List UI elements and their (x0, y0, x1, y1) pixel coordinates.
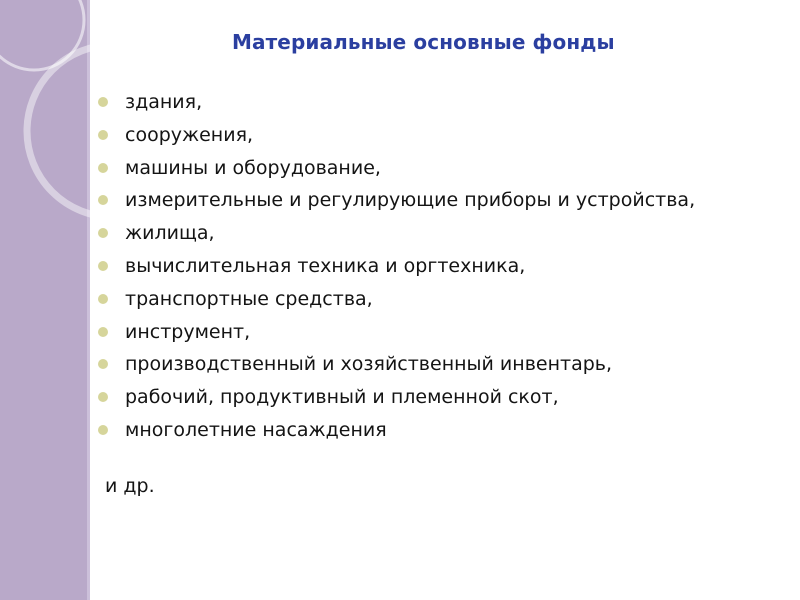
list-item (96, 156, 695, 189)
list-item (96, 320, 695, 353)
list-item-text: машины и оборудование, (125, 156, 381, 179)
list-item (96, 418, 695, 451)
bullet-dot-icon (98, 130, 108, 140)
list-item-text: многолетние насаждения (125, 418, 387, 441)
bullet-dot-icon (98, 163, 108, 173)
bullet-dot-icon (98, 392, 108, 402)
list-item-text: инструмент, (125, 320, 251, 343)
bullet-dot-icon (98, 327, 108, 337)
bullet-dot-icon (98, 228, 108, 238)
bullet-dot-icon (98, 359, 108, 369)
list-item (96, 254, 695, 287)
list-item-text: измерительные и регулирующие приборы и устройства, (125, 189, 696, 212)
footer-note: и др. (105, 475, 155, 497)
list-item (96, 352, 695, 385)
list-item (96, 221, 695, 254)
list-item (96, 385, 695, 418)
bullet-dot-icon (98, 195, 108, 205)
slide-title: Материальные основные фонды (232, 30, 615, 54)
bullet-dot-icon (98, 294, 108, 304)
bullet-dot-icon (98, 261, 108, 271)
list-item-text: рабочий, продуктивный и племенной скот, (125, 386, 559, 409)
list-item (96, 287, 695, 320)
bullet-dot-icon (98, 425, 108, 435)
bullet-dot-icon (98, 97, 108, 107)
list-item-text: сооружения, (125, 123, 254, 146)
bullet-list (96, 90, 695, 451)
list-item-text: здания, (125, 91, 203, 113)
list-item (96, 123, 695, 156)
list-item-text: производственный и хозяйственный инвентарь, (125, 353, 613, 376)
list-item-text: транспортные средства, (125, 287, 373, 310)
list-item (96, 90, 695, 123)
list-item-text: жилища, (125, 222, 215, 245)
list-item-text: вычислительная техника и оргтехника, (125, 254, 526, 277)
list-item (96, 188, 695, 221)
